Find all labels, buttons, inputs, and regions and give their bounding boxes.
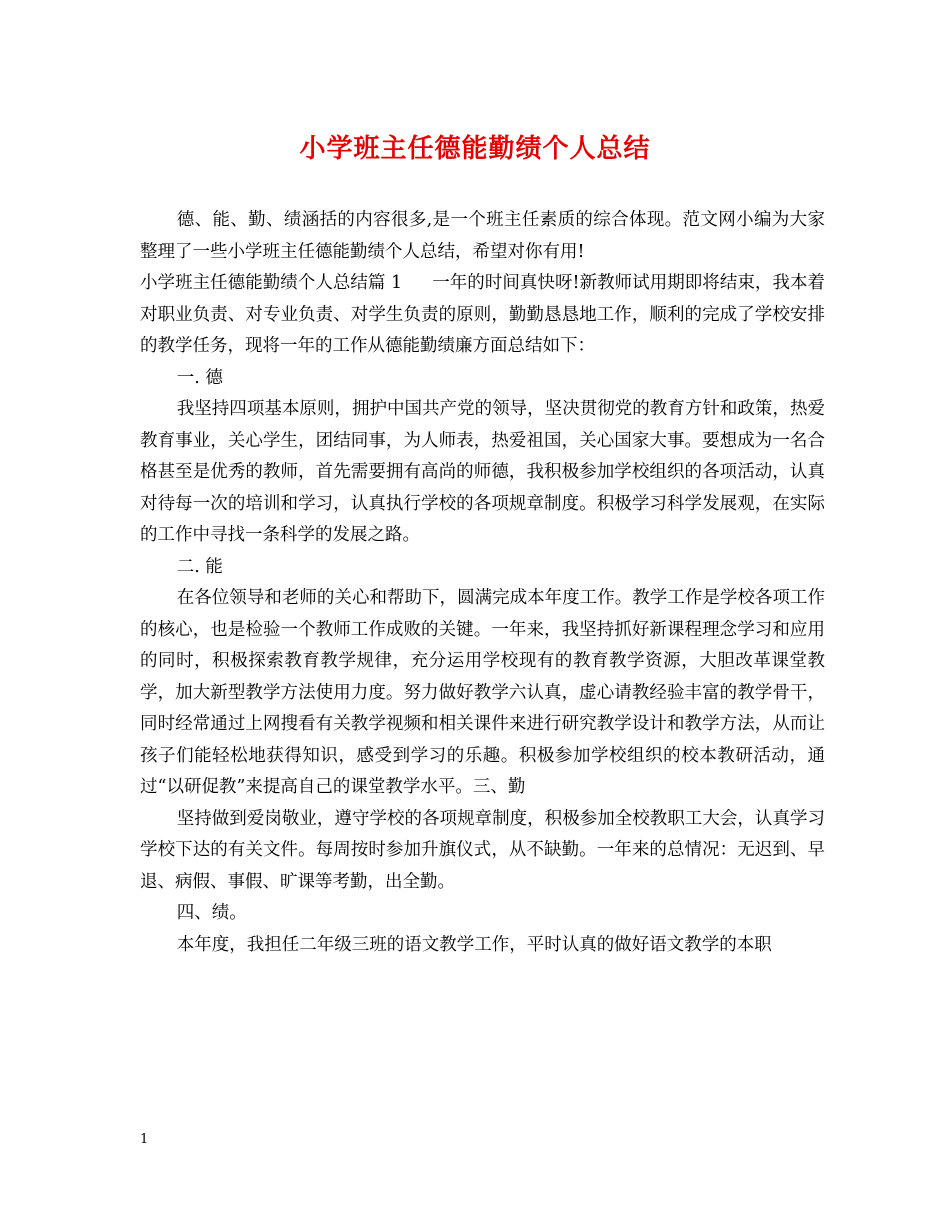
page-number: 1: [140, 1132, 149, 1147]
section-ji-heading: 四、绩。: [176, 903, 247, 923]
piece-paragraph: [140, 268, 825, 363]
section-qin-paragraph: 坚持做到爱岗敬业，遵守学校的各项规章制度，积极参加全校教职工大会，认真学习学校下达的有关文件。每周按时参加升旗仪式，从不缺勤。一年来的总情况：无迟到、早退、病假、事假、旷课等考勤，出全勤。: [140, 808, 825, 892]
section-de-heading: 一. 德: [176, 367, 223, 388]
document-title: 小学班主任德能勤绩个人总结: [299, 134, 651, 164]
piece-label: 小学班主任德能勤绩个人总结篇 1: [140, 273, 403, 293]
document-body: [140, 205, 825, 961]
section-de-paragraph: 我坚持四项基本原则，拥护中国共产党的领导，坚决贯彻党的教育方针和政策，热爱教育事业，关心学生，团结同事，为人师表，热爱祖国，关心国家大事。要想成为一名合格甚至是优秀的教师，首先需要拥有高尚的师德，我积极参加学校组织的各项活动，认真对待每一次的培训和学习，认真执行学校的各项规章制度。积极学习科学发展观，在实际的工作中寻找一条科学的发展之路。: [140, 399, 825, 545]
section-neng-paragraph: 在各位领导和老师的关心和帮助下，圆满完成本年度工作。教学工作是学校各项工作的核心，也是检验一个教师工作成败的关键。一年来，我坚持抓好新课程理念学习和应用的同时，积极探索教育教学规律，充分运用学校现有的教育教学资源，大胆改革课堂教学，加大新型教学方法使用力度。努力做好教学六认真，虚心请教经验丰富的教学骨干，同时经常通过上网搜看有关教学视频和相关课件来进行研究教学设计和教学方法，从而让孩子们能轻松地获得知识，感受到学习的乐趣。积极参加学校组织的校本教研活动，通过“以研促教”来提高自己的课堂教学水平。三、勤: [140, 588, 825, 797]
section-ji-paragraph: 本年度，我担任二年级三班的语文教学工作，平时认真的做好语文教学的本职: [176, 934, 772, 955]
intro-paragraph: 德、能、勤、绩涵括的内容很多,是一个班主任素质的综合体现。范文网小编为大家整理了一些小学班主任德能勤绩个人总结，希望对你有用!: [140, 210, 825, 262]
section-neng-heading: 二. 能: [176, 556, 223, 577]
piece-opening-text: 一年的时间真快呀!新教师试用期即将结束，我本着对职业负责、对专业负责、对学生负责的原则，勤勤恳恳地工作，顺利的完成了学校安排的教学任务，现将一年的工作从德能勤绩廉方面总结如下：: [140, 273, 826, 356]
